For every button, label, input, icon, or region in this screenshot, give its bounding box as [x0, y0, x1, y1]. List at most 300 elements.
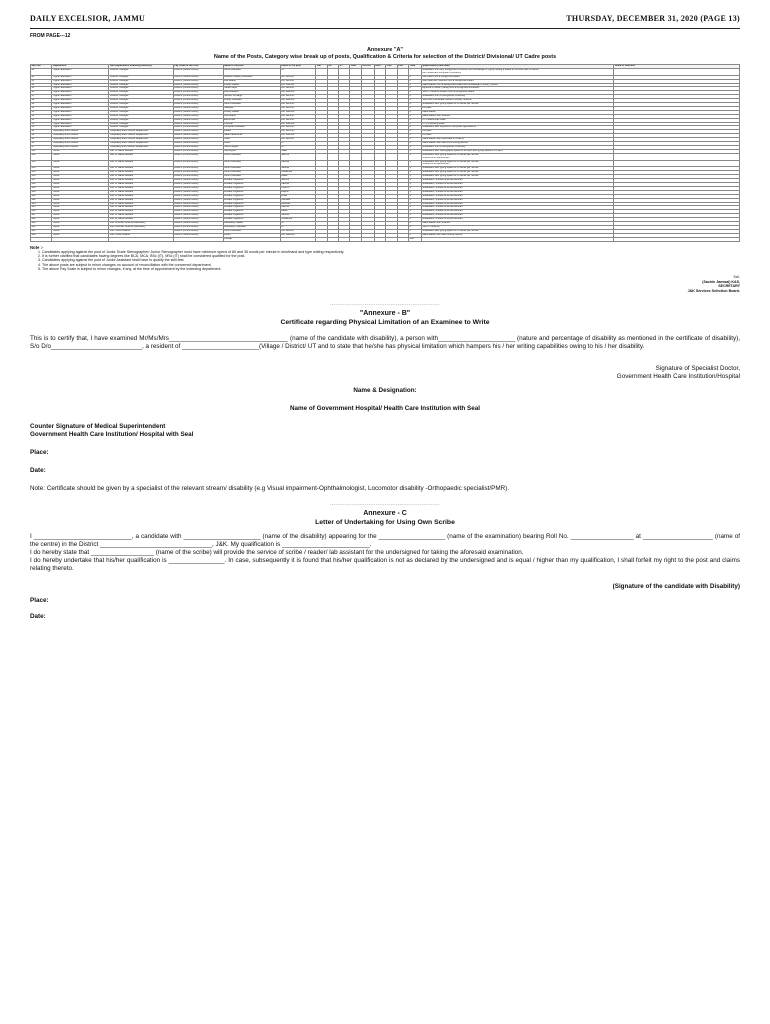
qualification-line: Graduation with typing speed of 35 words per minute [422, 160, 479, 163]
cell-mode-of-selection [614, 160, 740, 167]
cell-total: 1 [408, 210, 421, 214]
table-row [31, 153, 740, 160]
cell-category-blank [327, 153, 338, 160]
cell-post-name: Welfare Organizer [223, 183, 280, 187]
cell-item-no: 219 [31, 186, 52, 190]
cell-sub-department: Dte. Forensic Science Laboratory [109, 222, 173, 226]
qualification-line: 8th pass [422, 106, 432, 109]
cell-item-no: 218 [31, 183, 52, 187]
cell-item-no: 224 [31, 202, 52, 206]
cell-pay-scale: Level-1 (18000-56900) [173, 206, 223, 210]
cell-total: 1 [408, 175, 421, 179]
cell-category-blank [397, 160, 408, 167]
cell-pay-scale: Level-4 (25500-81100) [173, 171, 223, 175]
cell-post-name: Museum Gallery Attendant [223, 75, 280, 79]
qualification-line: Graduation; Should be ex-serviceman [422, 198, 463, 201]
cell-total: 1 [408, 183, 421, 187]
cell-total: 3 [408, 114, 421, 118]
cell-post-name: Driver [223, 142, 280, 146]
cell-total: 1 [408, 146, 421, 150]
cell-cadre: Div. Kashmir [280, 233, 316, 237]
name-designation-label: Name & Designation: [353, 387, 417, 394]
cell-post-name: Junior Assistant [223, 229, 280, 233]
qualification-line: Matriculation with valid LMV driving licence [422, 142, 468, 145]
cell-total: 1 [408, 118, 421, 122]
cell-post-name: Lab Bearer [223, 79, 280, 83]
qualification-line: Graduation from a recognized University [422, 95, 466, 98]
cell-pay-scale: Level-4 (25500-81100) [173, 99, 223, 103]
cell-category-blank [339, 160, 350, 167]
cell-item-no: 25 [31, 87, 52, 91]
cell-total: 6 [408, 91, 421, 95]
qualification-line: per minute and computer proficiency [422, 71, 462, 74]
counter-signature [30, 423, 740, 439]
column-header: Total [408, 65, 421, 69]
cell-department: Higher Education [52, 103, 109, 107]
cell-category-blank [374, 160, 385, 167]
column-header: ST [339, 65, 350, 69]
cell-item-no: 44 [31, 142, 52, 146]
cell-total: 1 [408, 214, 421, 218]
cell-item-no: 217 [31, 179, 52, 183]
cell-cadre: Div. Jammu [280, 75, 316, 79]
cell-item-no: 29 [31, 103, 52, 107]
total-blank [397, 237, 408, 241]
cell-category-blank [316, 153, 327, 160]
cell-item-no: 26 [31, 91, 52, 95]
cell-department: Home [52, 198, 109, 202]
cell-pay-scale: Level-4 (25500-81100) [173, 95, 223, 99]
note-item: 1. Candidates applying against the post of Junior Scale Stenographer/ Junior Stenographer must have minimum speed of 80 and 35 words per minute in shorthand and type writing respectively. [42, 250, 740, 254]
cell-sub-department: Hospitality and Protocol Department [109, 130, 173, 134]
cell-item-no: 47 [31, 146, 52, 150]
cell-post-name: Junior Assistant [223, 171, 280, 175]
cell-department: Home [52, 186, 109, 190]
cell-department: Home [52, 194, 109, 198]
cell-sub-department: Director Colleges [109, 103, 173, 107]
qualification-line: Graduation; Should be ex-serviceman [422, 194, 463, 197]
table-body [31, 68, 740, 241]
cell-cadre: Jammu [280, 153, 316, 160]
total-row [31, 237, 740, 241]
cell-post-name: Safai Karamchari [223, 134, 280, 138]
cell-post-name: Stenotypist [223, 149, 280, 153]
cell-sub-department: Dte. of Sainik Welfare [109, 183, 173, 187]
qualification-line: ITI in Electrician trade [422, 118, 446, 121]
annexure-c-body2: I do hereby state that __________________ (name of the scribe) will provide the service of scribe / reader/ lab assistant for the undersigned for taking the aforesaid examination. [30, 549, 524, 556]
cell-department: Hospitality and Protocol [52, 134, 109, 138]
qualification-line: Graduation from any recognized University with knowledge of typing having a speed of not less than 35 words [422, 68, 539, 71]
cell-total: 1 [408, 194, 421, 198]
cell-post-name: Laboratory Assistant [223, 225, 280, 229]
note-item: 2. It is further clarified that candidates having degrees like BCA, MCA, BSc (IT), MSc (IT) shall be considered qualified for the post. [42, 254, 740, 258]
cell-total: 1 [408, 153, 421, 160]
cell-cadre: Ramban [280, 202, 316, 206]
cell-pay-scale: Level-1 (18000-56900) [173, 183, 223, 187]
cell-total: 5 [408, 134, 421, 138]
cell-sub-department: Dte. of Sainik Welfare [109, 194, 173, 198]
cell-pay-scale: Level-1 (18000-56900) [173, 110, 223, 114]
qualification-line: Graduation; Should be ex-serviceman [422, 218, 463, 221]
cell-category-blank [397, 153, 408, 160]
cell-pay-scale: Level-4 (25500-81100) [173, 229, 223, 233]
cell-sub-department: Director Colleges [109, 114, 173, 118]
cell-sub-department: Dte. of Sainik Welfare [109, 179, 173, 183]
cell-qualification [421, 153, 614, 160]
cell-cadre: Kathua [280, 183, 316, 187]
cell-department: Home [52, 214, 109, 218]
qualification-line: Graduation; Should be ex-serviceman [422, 210, 463, 213]
cell-cadre: Div. Jammu [280, 114, 316, 118]
cell-cadre: UT [280, 146, 316, 150]
cell-cadre: Div. Jammu [280, 79, 316, 83]
cell-sub-department: Hospitality and Protocol Department [109, 142, 173, 146]
annexure-c-title: Annexure - C [363, 510, 407, 517]
notes-heading: Note :- [30, 244, 44, 250]
cell-item-no: 42 [31, 134, 52, 138]
cell-post-name: Junior Assistant [223, 103, 280, 107]
cell-department: Higher Education [52, 106, 109, 110]
cell-item-no: 221 [31, 194, 52, 198]
cell-department: Higher Education [52, 114, 109, 118]
cell-total: 1 [408, 190, 421, 194]
annexure-c-date: Date: [30, 613, 46, 620]
cell-post-name: Library Bearer [223, 110, 280, 114]
cell-item-no: 23 [31, 79, 52, 83]
annexure-c-place: Place: [30, 597, 49, 604]
cell-category-blank [397, 68, 408, 75]
total-blank [280, 237, 316, 241]
cell-total: 3 [408, 138, 421, 142]
cell-pay-scale: Level-2 (19900-63200) [173, 142, 223, 146]
cell-department: Home [52, 167, 109, 171]
cell-item-no: 220 [31, 190, 52, 194]
cell-pay-scale: Level-2 (19900-63200) [173, 138, 223, 142]
cell-post-name: Electrician [223, 118, 280, 122]
cell-item-no: 225 [31, 206, 52, 210]
cell-post-name: Welfare Organizer [223, 190, 280, 194]
qualification-line: Graduation with typing speed of 35 words per minute [422, 153, 479, 156]
cell-post-name: Junior Assistant [223, 167, 280, 171]
cell-department: Higher Education [52, 91, 109, 95]
cell-cadre: Kathua [280, 160, 316, 167]
specialist-signature-line1: Signature of Specialist Doctor, [655, 365, 740, 372]
cell-category-blank [316, 68, 327, 75]
qualification-line: ITI in Plumbing trade [422, 122, 445, 125]
cell-item-no: 21 [31, 68, 52, 75]
total-blank [173, 237, 223, 241]
cell-total: 1 [408, 160, 421, 167]
total-label: TOTAL [223, 237, 280, 241]
total-blank [386, 237, 397, 241]
cell-sub-department: Dte. of Sainik Welfare [109, 198, 173, 202]
cell-total: 4 [408, 106, 421, 110]
qualification-line: Matriculation with valid driving licence [422, 233, 463, 236]
column-header: Mode of selection [614, 65, 740, 69]
cell-sub-department: Director Colleges [109, 87, 173, 91]
cell-cadre: Div. Kashmir [280, 110, 316, 114]
section-divider-2: ------------------------------------------------------------ [330, 501, 440, 506]
cell-department: Higher Education [52, 87, 109, 91]
cell-sub-department: Dte. of Sainik Welfare [109, 206, 173, 210]
cell-cadre: Div. Jammu [280, 130, 316, 134]
cell-cadre: Div. Kashmir [280, 99, 316, 103]
cell-total: 6 [408, 130, 421, 134]
cell-post-name: Welfare Organizer [223, 218, 280, 222]
cell-pay-scale: Level-4 (25500-81100) [173, 103, 223, 107]
secretary-signature [30, 275, 740, 293]
cell-department: Higher Education [52, 95, 109, 99]
qualification-line: Graduation with typing speed of 35 words per minute [422, 229, 479, 232]
total-blank [31, 237, 52, 241]
cell-post-name: Junior Assistant [223, 160, 280, 167]
cell-item-no: 27 [31, 95, 52, 99]
cell-item-no: 212 [31, 153, 52, 160]
cell-post-name: Library Assistant [223, 99, 280, 103]
cell-post-name: Welfare Organizer [223, 194, 280, 198]
cell-post-name: Junior Assistant [223, 68, 280, 75]
cell-category-blank [386, 160, 397, 167]
cell-sub-department: Director Colleges [109, 122, 173, 126]
cell-cadre: Rajouri [280, 190, 316, 194]
cell-post-name: Welfare Organizer [223, 214, 280, 218]
cell-post-name: Store Keeper [223, 146, 280, 150]
cell-post-name: Welfare Organizer [223, 179, 280, 183]
cell-total: 1 [408, 87, 421, 91]
cell-pay-scale: Level-4 (25500-81100) [173, 91, 223, 95]
from-page: FROM PAGE---12 [30, 33, 71, 39]
qualification-line: Graduation; Should be ex-serviceman [422, 190, 463, 193]
cell-sub-department: Director Colleges [109, 68, 173, 75]
cell-pay-scale: Level-1 (18000-56900) [173, 214, 223, 218]
cell-total: 3 [408, 79, 421, 83]
cell-item-no: 230 [31, 225, 52, 229]
cell-category-blank [386, 68, 397, 75]
cell-post-name: Laboratory Bearer [223, 222, 280, 226]
cell-total: 1 [408, 198, 421, 202]
cell-department: Hospitality and Protocol [52, 130, 109, 134]
cell-department: Home [52, 206, 109, 210]
cell-department: Higher Education [52, 110, 109, 114]
cell-pay-scale: Level-4 (25500-81100) [173, 225, 223, 229]
cell-cadre: Div. Kashmir [280, 122, 316, 126]
cell-pay-scale: Level-4 (25500-81100) [173, 87, 223, 91]
qualification-line: Matriculation with Science [422, 114, 450, 117]
cell-post-name: Library Bearer [223, 83, 280, 87]
cell-cadre: Udhampur [280, 171, 316, 175]
cell-pay-scale: Level-1 (18000-56900) [173, 186, 223, 190]
cell-post-name: Welfare Organizer [223, 186, 280, 190]
cell-category-blank [361, 68, 374, 75]
candidate-signature: (Signature of the candidate with Disability) [612, 583, 740, 590]
cell-pay-scale: Level-2 (19900-63200) [173, 79, 223, 83]
note-item: 3. Candidates applying against the post of Junior Assistant shall have to qualify the skill test. [42, 258, 740, 262]
column-header: Name of the post [223, 65, 280, 69]
cell-total: 1 [408, 206, 421, 210]
cell-pay-scale: Level-1 (18000-56900) [173, 218, 223, 222]
cell-total: 2 [408, 110, 421, 114]
cell-department: Hospitality and Protocol [52, 146, 109, 150]
cell-qualification [421, 160, 614, 167]
cell-department: Higher Education [52, 79, 109, 83]
cell-category-blank [361, 160, 374, 167]
annexure-a-title: Annexure "A" [366, 47, 404, 53]
cell-post-name: Welfare Organizer [223, 206, 280, 210]
cell-sub-department: Director Colleges [109, 91, 173, 95]
cell-cadre: Samba [280, 214, 316, 218]
cell-pay-scale: Level-1 (18000-56900) [173, 194, 223, 198]
cell-total: 1 [408, 218, 421, 222]
column-header: OM [316, 65, 327, 69]
cell-category-blank [327, 68, 338, 75]
cell-sub-department: Director Colleges [109, 83, 173, 87]
cell-category-blank [339, 68, 350, 75]
total-blank [614, 237, 740, 241]
cell-post-name: Plumber [223, 122, 280, 126]
cell-post-name: Welfare Organizer [223, 210, 280, 214]
annexure-b-subtitle: Certificate regarding Physical Limitation of an Examinee to Write [280, 318, 490, 326]
cell-cadre: Div. Jammu [280, 103, 316, 107]
cell-mode-of-selection [614, 153, 740, 160]
cell-category-blank [350, 160, 361, 167]
cell-sub-department: Dte. Home Guards [109, 233, 173, 237]
cell-cadre: Kishtwar [280, 198, 316, 202]
cell-sub-department: Dte. of Sainik Welfare [109, 171, 173, 175]
cell-department: Home [52, 225, 109, 229]
cell-department: Home [52, 175, 109, 179]
cell-post-name: Welfare Organizer [223, 198, 280, 202]
cell-item-no: 34 [31, 118, 52, 122]
cell-sub-department: Dte. of Sainik Welfare [109, 190, 173, 194]
qualification-line: Graduation; Should be ex-serviceman [422, 214, 463, 217]
cell-pay-scale: Level-4 (25500-81100) [173, 126, 223, 130]
cell-item-no: 31 [31, 106, 52, 110]
cell-cadre: UT [280, 142, 316, 146]
cell-total: 1 [408, 186, 421, 190]
qualification-line: Matriculation with Science [422, 222, 450, 225]
cell-cadre: Div. Kashmir [280, 83, 316, 87]
annexure-a-subtitle: Name of the Posts, Category wise break up of posts, Qualification & Criteria for selection of the District/ Divisional/ UT Cadre posts [213, 54, 557, 60]
cell-pay-scale: Level-4 (25500-81100) [173, 167, 223, 171]
cell-item-no: 43 [31, 138, 52, 142]
cell-total: 7 [408, 68, 421, 75]
cell-category-blank [339, 153, 350, 160]
note-item: 4. The above posts are subject to minor changes on account of reconciliation with the concerned department. [42, 263, 740, 267]
qualification-line: Should be ex-serviceman [422, 163, 450, 166]
cell-pay-scale: Level-4 (25500-81100) [173, 149, 223, 153]
cell-category-blank [327, 160, 338, 167]
cell-item-no: 24 [31, 83, 52, 87]
cell-sub-department: Director Colleges [109, 95, 173, 99]
cell-cadre: Reasi [280, 175, 316, 179]
column-header: Qualification prescribed [421, 65, 614, 69]
cell-pay-scale: Level-1 (18000-56900) [173, 130, 223, 134]
annexure-b-date: Date: [30, 467, 46, 474]
column-header: Item No. [31, 65, 52, 69]
cell-cadre: State [280, 149, 316, 153]
qualification-line: Graduation with typing speed of 35 words per minute [422, 103, 479, 106]
secretary-name: (Sachin Jamwal) KAS, [702, 279, 740, 284]
cell-item-no: 215 [31, 171, 52, 175]
cell-total: 2 [408, 233, 421, 237]
cell-item-no: 232 [31, 233, 52, 237]
cell-department: Home [52, 190, 109, 194]
cell-item-no: 214 [31, 167, 52, 171]
cell-sub-department: Dte. of Sainik Welfare [109, 160, 173, 167]
cell-department: Home [52, 183, 109, 187]
cell-sub-department: Hospitality and Protocol Department [109, 138, 173, 142]
qualification-line: Graduation with Diploma in Computer Applications [422, 126, 476, 129]
cell-department: Home [52, 233, 109, 237]
annexure-b-place: Place: [30, 449, 49, 456]
qualification-line: Graduation from a recognized University [422, 146, 466, 148]
cell-sub-department: Director Colleges [109, 79, 173, 83]
cell-pay-scale: Level-2 (19900-63200) [173, 75, 223, 79]
qualification-line: Graduation; Should be ex-serviceman [422, 186, 463, 189]
cell-department: Home [52, 179, 109, 183]
cell-department: Hospitality and Protocol [52, 138, 109, 142]
cell-cadre: UT [280, 225, 316, 229]
cell-category-blank [374, 68, 385, 75]
qualification-line: 8th pass [422, 130, 432, 133]
cell-sub-department: Dte. of Sainik Welfare [109, 210, 173, 214]
cell-sub-department: Dte. of Sainik Welfare [109, 149, 173, 153]
cell-category-blank [374, 153, 385, 160]
column-header: SC [327, 65, 338, 69]
cell-total: 2 [408, 222, 421, 226]
cell-post-name: Tabla Player [223, 87, 280, 91]
total-value: 176 [408, 237, 421, 241]
cell-department: Higher Education [52, 75, 109, 79]
cell-item-no: 213 [31, 160, 52, 167]
cell-pay-scale: Level-2 (19900-63200) [173, 122, 223, 126]
counter-signature-line1: Counter Signature of Medical Superintendent [30, 423, 166, 430]
cell-sub-department: Dte. of Sainik Welfare [109, 202, 173, 206]
cell-sub-department: Director Colleges [109, 126, 173, 130]
cell-department: Higher Education [52, 68, 109, 75]
cell-item-no: 226 [31, 210, 52, 214]
cell-pay-scale: Level-1 (18000-56900) [173, 106, 223, 110]
cell-cadre: Div. Kashmir [280, 91, 316, 95]
cell-total: 1 [408, 202, 421, 206]
cell-pay-scale: Level-2 (19900-63200) [173, 233, 223, 237]
qualification-line: 8th pass [422, 134, 432, 137]
cell-department: Home [52, 171, 109, 175]
cell-post-name: Welfare Organizer [223, 202, 280, 206]
cell-pay-scale: Level-4 (25500-81100) [173, 146, 223, 150]
cell-item-no: 222 [31, 198, 52, 202]
cell-category-blank [350, 68, 361, 75]
column-header: Sub Department/ Indenting Authority [109, 65, 173, 69]
qualification-line: 10+2 in Science stream from a recognized Board [422, 91, 475, 94]
cell-cadre: UT [280, 222, 316, 226]
annexure-c-body3: I do hereby undertake that his/her qualification is ________________. In case, subsequently it is found that his/her qualification is not as declared by the undersigned and is equal / higher than my qualification, I shall forfeit my right to the post and claims relating thereto. [30, 557, 740, 572]
cell-sub-department: Director Colleges [109, 75, 173, 79]
cell-pay-scale: Level-2 (19900-63200) [173, 118, 223, 122]
cell-sub-department: Dte. of Sainik Welfare [109, 218, 173, 222]
cell-department: Higher Education [52, 83, 109, 87]
column-header: EWS [374, 65, 385, 69]
total-blank [339, 237, 350, 241]
counter-signature-line2: Government Health Care Institution/ Hospital with Seal [30, 431, 194, 438]
cell-department: Home [52, 153, 109, 160]
cell-pay-scale: Level-1 (18000-56900) [173, 134, 223, 138]
cell-department: Home [52, 160, 109, 167]
cell-pay-scale: Level-4 (25500-81100) [173, 175, 223, 179]
column-header: ALC/IB [361, 65, 374, 69]
cell-total: 1 [408, 171, 421, 175]
cell-item-no: 36 [31, 126, 52, 130]
